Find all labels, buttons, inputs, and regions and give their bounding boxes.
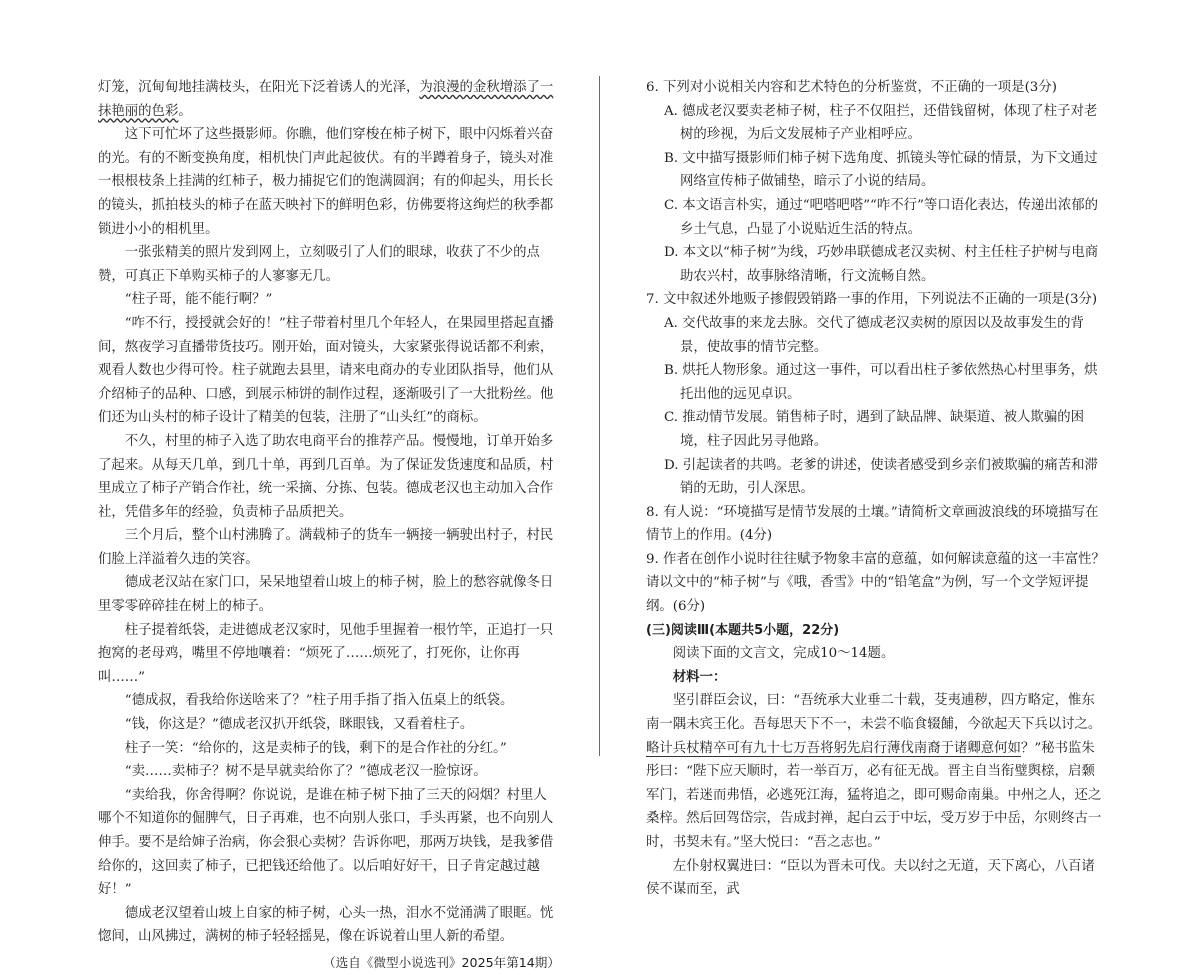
question-6-option-d: D. 本文以“柿子树”为线，巧妙串联德成老汉卖树、村主任柱子护树与电商助农兴村，故事脉络清晰，行文流畅自然。 — [664, 245, 1099, 284]
source-citation: （选自《微型小说选刊》2025年第14期） — [323, 954, 560, 970]
right-column — [646, 76, 1106, 902]
material-label: 材料一： — [672, 669, 727, 685]
question-6-option-a: A. 德成老汉要卖老柿子树，柱子不仅阻拦，还借钱留树，体现了柱子对老树的珍视，为后文发展柿子产业相呼应。 — [664, 103, 1098, 143]
story-paragraph-1: 灯笼，沉甸甸地挂满枝头，在阳光下泛着诱人的光泽，为浪漫的金秋增添了一抹艳丽的色彩。 — [98, 80, 554, 119]
question-7-option-c: C. 推动情节发展。销售柿子时，遇到了缺品牌、缺渠道、被人欺骗的困境，柱子因此另寻他路。 — [664, 410, 1084, 449]
underlined-sentence: 略计兵杖精卒可有九十七万吾将躬先启行薄伐南裔于诸卿意何如 — [646, 740, 1021, 756]
question-9: 9. 作者在创作小说时往往赋予物象丰富的意蕴，如何解读意蕴的这一丰富性？请以文中的“柿子树”与《哦，香雪》中的“铅笔盒”为例，写一个文学短评提纲。(6分) — [646, 551, 1105, 615]
story-paragraph-13: “卖……卖柿子？树不是早就卖给你了？”德成老汉一脸惊讶。 — [124, 764, 487, 780]
column-divider — [599, 76, 600, 756]
story-paragraph-9: 柱子提着纸袋，走进德成老汉家时，见他手里握着一根竹竿，正追打一只抱窝的老母鸡，嘴里不停地嚷着：“烦死了……烦死了，打死你，让你再叫……” — [98, 622, 554, 685]
story-paragraph-14: “卖给我，你舍得啊？你说说，是谁在柿子树下抽了三天的闷烟？村里人哪个不知道你的倔脾气，日子再难，也不向别人张口，手头再紧，也不向别人伸手。要不是给婶子治病，你会狠心卖树？告诉你吧，那两万块钱，是我爹借给你的，这回卖了柿子，已把钱还给他了。以后咱好好干，日子肯定越过越好！” — [98, 787, 554, 898]
story-paragraph-8: 德成老汉站在家门口，呆呆地望着山坡上的柿子树，脸上的愁容就像冬日里零零碎碎挂在树上的柿子。 — [98, 575, 554, 615]
wavy-underlined-text: 为浪漫的金秋增添了一抹艳丽的色彩 — [98, 80, 554, 119]
classical-text-paragraph-1: 坚引群臣会议，曰：“吾统承大业垂二十载，芟夷逋秽，四方略定，惟东南一隅未宾王化。吾每思天下不一，未尝不临食辍餔，今欲起天下兵以讨之。略计兵杖精卒可有九十七万吾将躬先启行薄伐南裔于诸卿意何如？”秘书监朱彤曰：“陛下应天顺时，若一举百万，必有征无战。晋主自当衔璧舆榇，启颡军门，若迷而弗悟，必逃死江海，猛将追之，即可赐命南巢。中州之人，还之桑梓。然后回驾岱宗，告成封禅，起白云于中坛，受万岁于中岳，尔则终古一时，书契未有。”坚大悦曰：“吾之志也。” — [646, 693, 1102, 850]
story-paragraph-2: 这下可忙坏了这些摄影师。你瞧，他们穿梭在柿子树下，眼中闪烁着兴奋的光。有的不断变换角度，相机快门声此起彼伏。有的半蹲着身子，镜头对准一根根枝条上挂满的红柿子，极力捕捉它们的饱满圆润；有的仰起头，用长长的镜头，抓拍枝头的柿子在蓝天映衬下的鲜明色彩，仿佛要将这绚烂的秋季都锁进小小的相机里。 — [98, 127, 554, 237]
story-paragraph-15: 德成老汉望着山坡上自家的柿子树，心头一热，泪水不觉涌满了眼眶。恍惚间，山风拂过，满树的柿子轻轻摇晃，像在诉说着山里人新的希望。 — [98, 905, 554, 945]
section-heading: (三)阅读Ⅲ(本题共5小题，22分) — [646, 622, 840, 638]
story-paragraph-3: 一张张精美的照片发到网上，立刻吸引了人们的眼球，收获了不少的点赞，可真正下单购买柿子的人寥寥无几。 — [98, 245, 540, 284]
story-paragraph-6: 不久，村里的柿子入选了助农电商平台的推荐产品。慢慢地，订单开始多了起来。从每天几单，到几十单，再到几百单。为了保证发货速度和品质，村里成立了柿子产销合作社，统一采摘、分拣、包装。德成老汉也主动加入合作社，凭借多年的经验，负责柿子品质把关。 — [98, 433, 554, 520]
left-column — [98, 76, 560, 975]
story-paragraph-7: 三个月后，整个山村沸腾了。满载柿子的货车一辆接一辆驶出村子，村民们脸上洋溢着久违的笑容。 — [98, 528, 554, 567]
story-paragraph-5: “咋不行，授授就会好的！”柱子带着村里几个年轻人，在果园里搭起直播间，熬夜学习直播带货技巧。刚开始，面对镜头，大家紧张得说话都不利索，观看人数也少得可怜。柱子就跑去县里，请来电商办的专业团队指导，他们从介绍柿子的品种、口感，到展示柿饼的制作过程，逐渐吸引了一大批粉丝。他们还为山头村的柿子设计了精美的包装，注册了“山头红”的商标。 — [98, 315, 554, 426]
story-paragraph-12: 柱子一笑：“给你的，这是卖柿子的钱，剩下的是合作社的分红。” — [124, 740, 507, 756]
story-paragraph-10: “德成叔，看我给你送啥来了？”柱子用手指了指入伍桌上的纸袋。 — [124, 693, 514, 709]
question-6-option-c: C. 本文语言朴实，通过“吧嗒吧嗒”“咋不行”等口语化表达，传递出浓郁的乡土气息，凸显了小说贴近生活的特点。 — [664, 197, 1098, 237]
question-6: 6. 下列对小说相关内容和艺术特色的分析鉴赏，不正确的一项是(3分) — [646, 80, 1057, 95]
question-7-option-a: A. 交代故事的来龙去脉。交代了德成老汉卖树的原因以及故事发生的背景，使故事的情节完整。 — [664, 315, 1084, 355]
classical-text-paragraph-2: 左仆射权翼进曰：“臣以为晋未可伐。夫以纣之无道，天下离心，八百诸侯不谋而至，武 — [646, 858, 1095, 898]
question-8: 8. 有人说：“环境描写是情节发展的土壤。”请简析文章画波浪线的环境描写在情节上的作用。(4分) — [646, 504, 1099, 544]
question-7: 7. 文中叙述外地贩子掺假毁销路一事的作用，下列说法不正确的一项是(3分) — [646, 292, 1098, 308]
question-7-option-d: D. 引起读者的共鸣。老爹的讲述，使读者感受到乡亲们被欺骗的痛苦和滞销的无助，引人深思。 — [664, 457, 1098, 497]
story-paragraph-11: “钱，你这是？”德成老汉扒开纸袋，眯眼钱，又看着柱子。 — [124, 717, 474, 733]
question-6-option-b: B. 文中描写摄影师们柿子树下选角度、抓镜头等忙碌的情景，为下文通过网络宣传柿子做铺垫，暗示了小说的结局。 — [664, 150, 1098, 190]
question-7-option-b: B. 烘托人物形象。通过这一事件，可以看出柱子爹依然热心村里事务，烘托出他的远见卓识。 — [664, 363, 1098, 402]
story-paragraph-4: “柱子哥，能不能行啊？” — [124, 292, 273, 308]
reading-instruction: 阅读下面的文言文，完成10～14题。 — [672, 646, 895, 662]
